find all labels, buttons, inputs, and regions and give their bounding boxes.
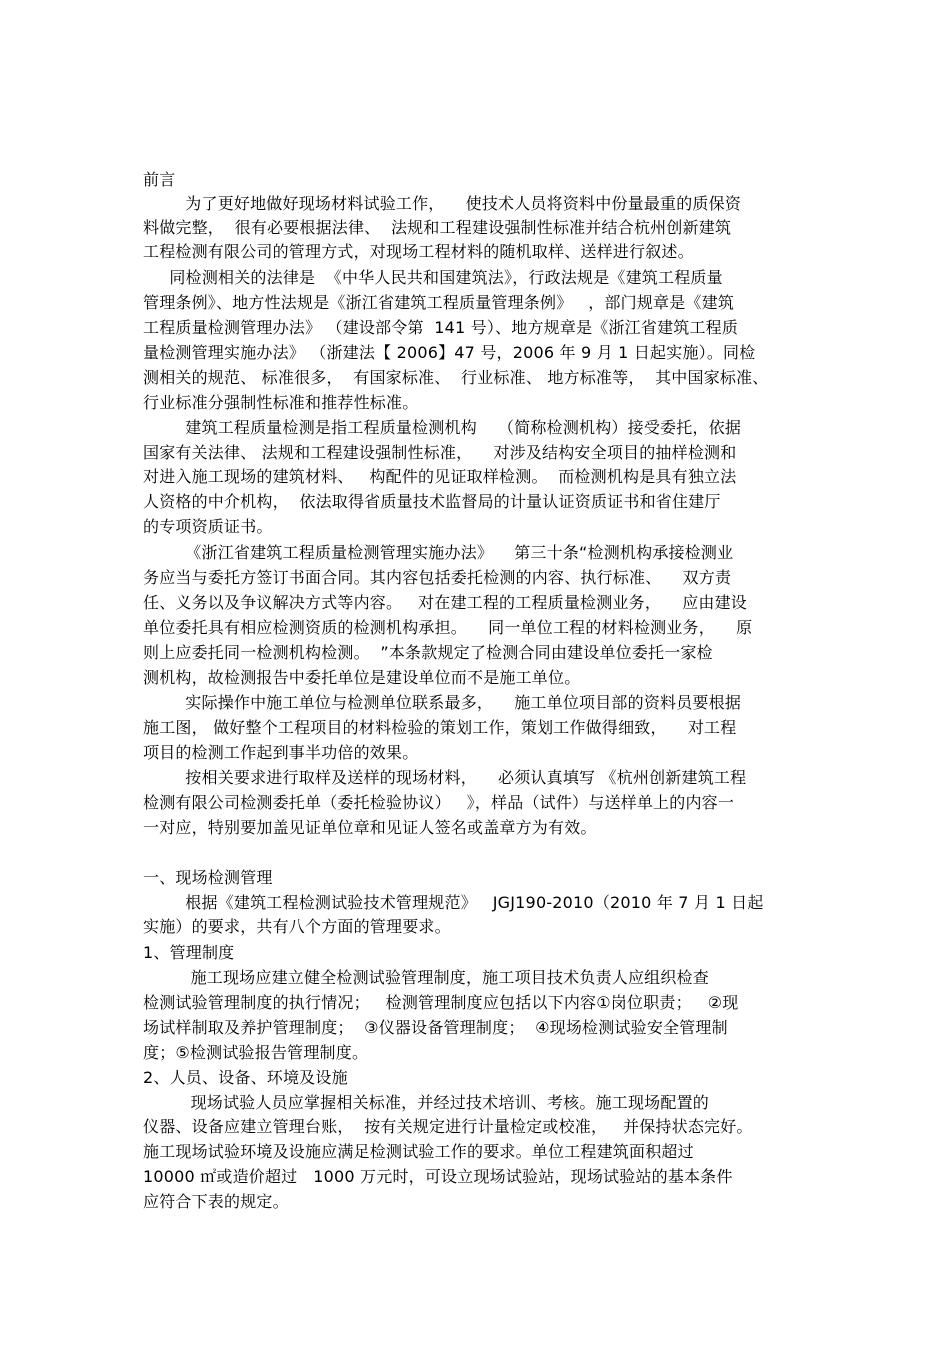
section-title-preface: 前言 [143,170,176,189]
text-line: 国家有关法律、 法规和工程建设强制性标准， 对涉及结构安全项目的抽样检测和 [143,443,737,462]
text-line: 工程检测有限公司的管理方式，对现场工程材料的随机取样、送样进行叙述。 [143,242,694,261]
text-line: 则上应委托同一检测机构检测。 ”本条款规定了检测合同由建设单位委托一家检 [143,643,713,662]
text-line: 根据《建筑工程检测试验技术管理规范》 JGJ190-2010（2010 年 7 月 1 日起 [143,893,764,912]
text-line: 料做完整， 很有必要根据法律、 法规和工程建设强制性标准并结合杭州创新建筑 [143,218,732,237]
text-line: 项目的检测工作起到事半功倍的效果。 [143,743,419,762]
text-line: 实际操作中施工单位与检测单位联系最多， 施工单位项目部的资料员要根据 [143,693,742,712]
text-line: 施工现场应建立健全检测试验管理制度，施工项目技术负责人应组织检查 [143,968,709,987]
text-line: 任、义务以及争议解决方式等内容。 对在建工程的工程质量检测业务， 应由建设 [143,593,748,612]
text-line: 场试样制取及养护管理制度； ③仪器设备管理制度； ④现场检测试验安全管理制 [143,1018,728,1037]
text-line: 度；⑤检测试验报告管理制度。 [143,1043,369,1062]
text-line: 对进入施工现场的建筑材料、 构配件的见证取样检测。 而检测机构是具有独立法 [143,467,737,486]
text-line: 按相关要求进行取样及送样的现场材料， 必须认真填写 《杭州创新建筑工程 [143,768,747,787]
text-line: 同检测相关的法律是 《中华人民共和国建筑法》，行政法规是《建筑工程质量 [143,268,723,287]
text-line: 管理条例》、地方性法规是《浙江省建筑工程质量管理条例》 ，部门规章是《建筑 [143,293,735,312]
text-line: 量检测管理实施办法》 （浙建法【 2006】47 号，2006 年 9 月 1 日起实施）。同检 [143,343,756,362]
text-line: 仪器、设备应建立管理台账， 按有关规定进行计量检定或校准， 并保持状态完好。 [143,1117,753,1136]
subsection-heading: 2、人员、设备、环境及设施 [143,1068,348,1087]
text-line: 实施）的要求，共有八个方面的管理要求。 [143,917,451,936]
section-heading: 一、现场检测管理 [143,868,273,887]
text-line: 检测试验管理制度的执行情况； 检测管理制度应包括以下内容①岗位职责； ②现 [143,993,739,1012]
text-line: 人资格的中介机构， 依法取得省质量技术监督局的计量认证资质证书和省住建厅 [143,492,721,511]
text-line: 的专项资质证书。 [143,517,273,536]
text-line: 10000 ㎡或造价超过 1000 万元时，可设立现场试验站，现场试验站的基本条件 [143,1167,733,1186]
text-line: 一对应，特别要加盖见证单位章和见证人签名或盖章方为有效。 [143,818,597,837]
text-line: 单位委托具有相应检测资质的检测机构承担。 同一单位工程的材料检测业务， 原 [143,618,753,637]
text-line: 施工图， 做好整个工程项目的材料检验的策划工作，策划工作做得细致， 对工程 [143,718,737,737]
text-line: 行业标准分强制性标准和推荐性标准。 [143,393,419,412]
text-line: 建筑工程质量检测是指工程质量检测机构 （简称检测机构）接受委托，依据 [143,418,742,437]
text-line: 现场试验人员应掌握相关标准，并经过技术培训、考核。施工现场配置的 [143,1093,709,1112]
text-line: 工程质量检测管理办法》 （建设部令第 141 号）、地方规章是《浙江省建筑工程质 [143,318,739,337]
subsection-heading: 1、管理制度 [143,943,235,962]
text-line: 应符合下表的规定。 [143,1192,289,1211]
text-line: 《浙江省建筑工程质量检测管理实施办法》 第三十条“检测机构承接检测业 [143,543,734,562]
text-line: 务应当与委托方签订书面合同。其内容包括委托检测的内容、执行标准、 双方责 [143,568,732,587]
text-line: 施工现场试验环境及设施应满足检测试验工作的要求。单位工程建筑面积超过 [143,1142,694,1161]
text-line: 检测有限公司检测委托单（委托检验协议） 》，样品（试件）与送样单上的内容一 [143,793,735,812]
text-line: 测相关的规范、 标准很多， 有国家标准、 行业标准、 地方标准等， 其中国家标准、 [143,368,769,387]
text-line: 为了更好地做好现场材料试验工作， 使技术人员将资料中份量最重的质保资 [143,194,742,213]
text-line: 测机构，故检测报告中委托单位是建设单位而不是施工单位。 [143,668,581,687]
